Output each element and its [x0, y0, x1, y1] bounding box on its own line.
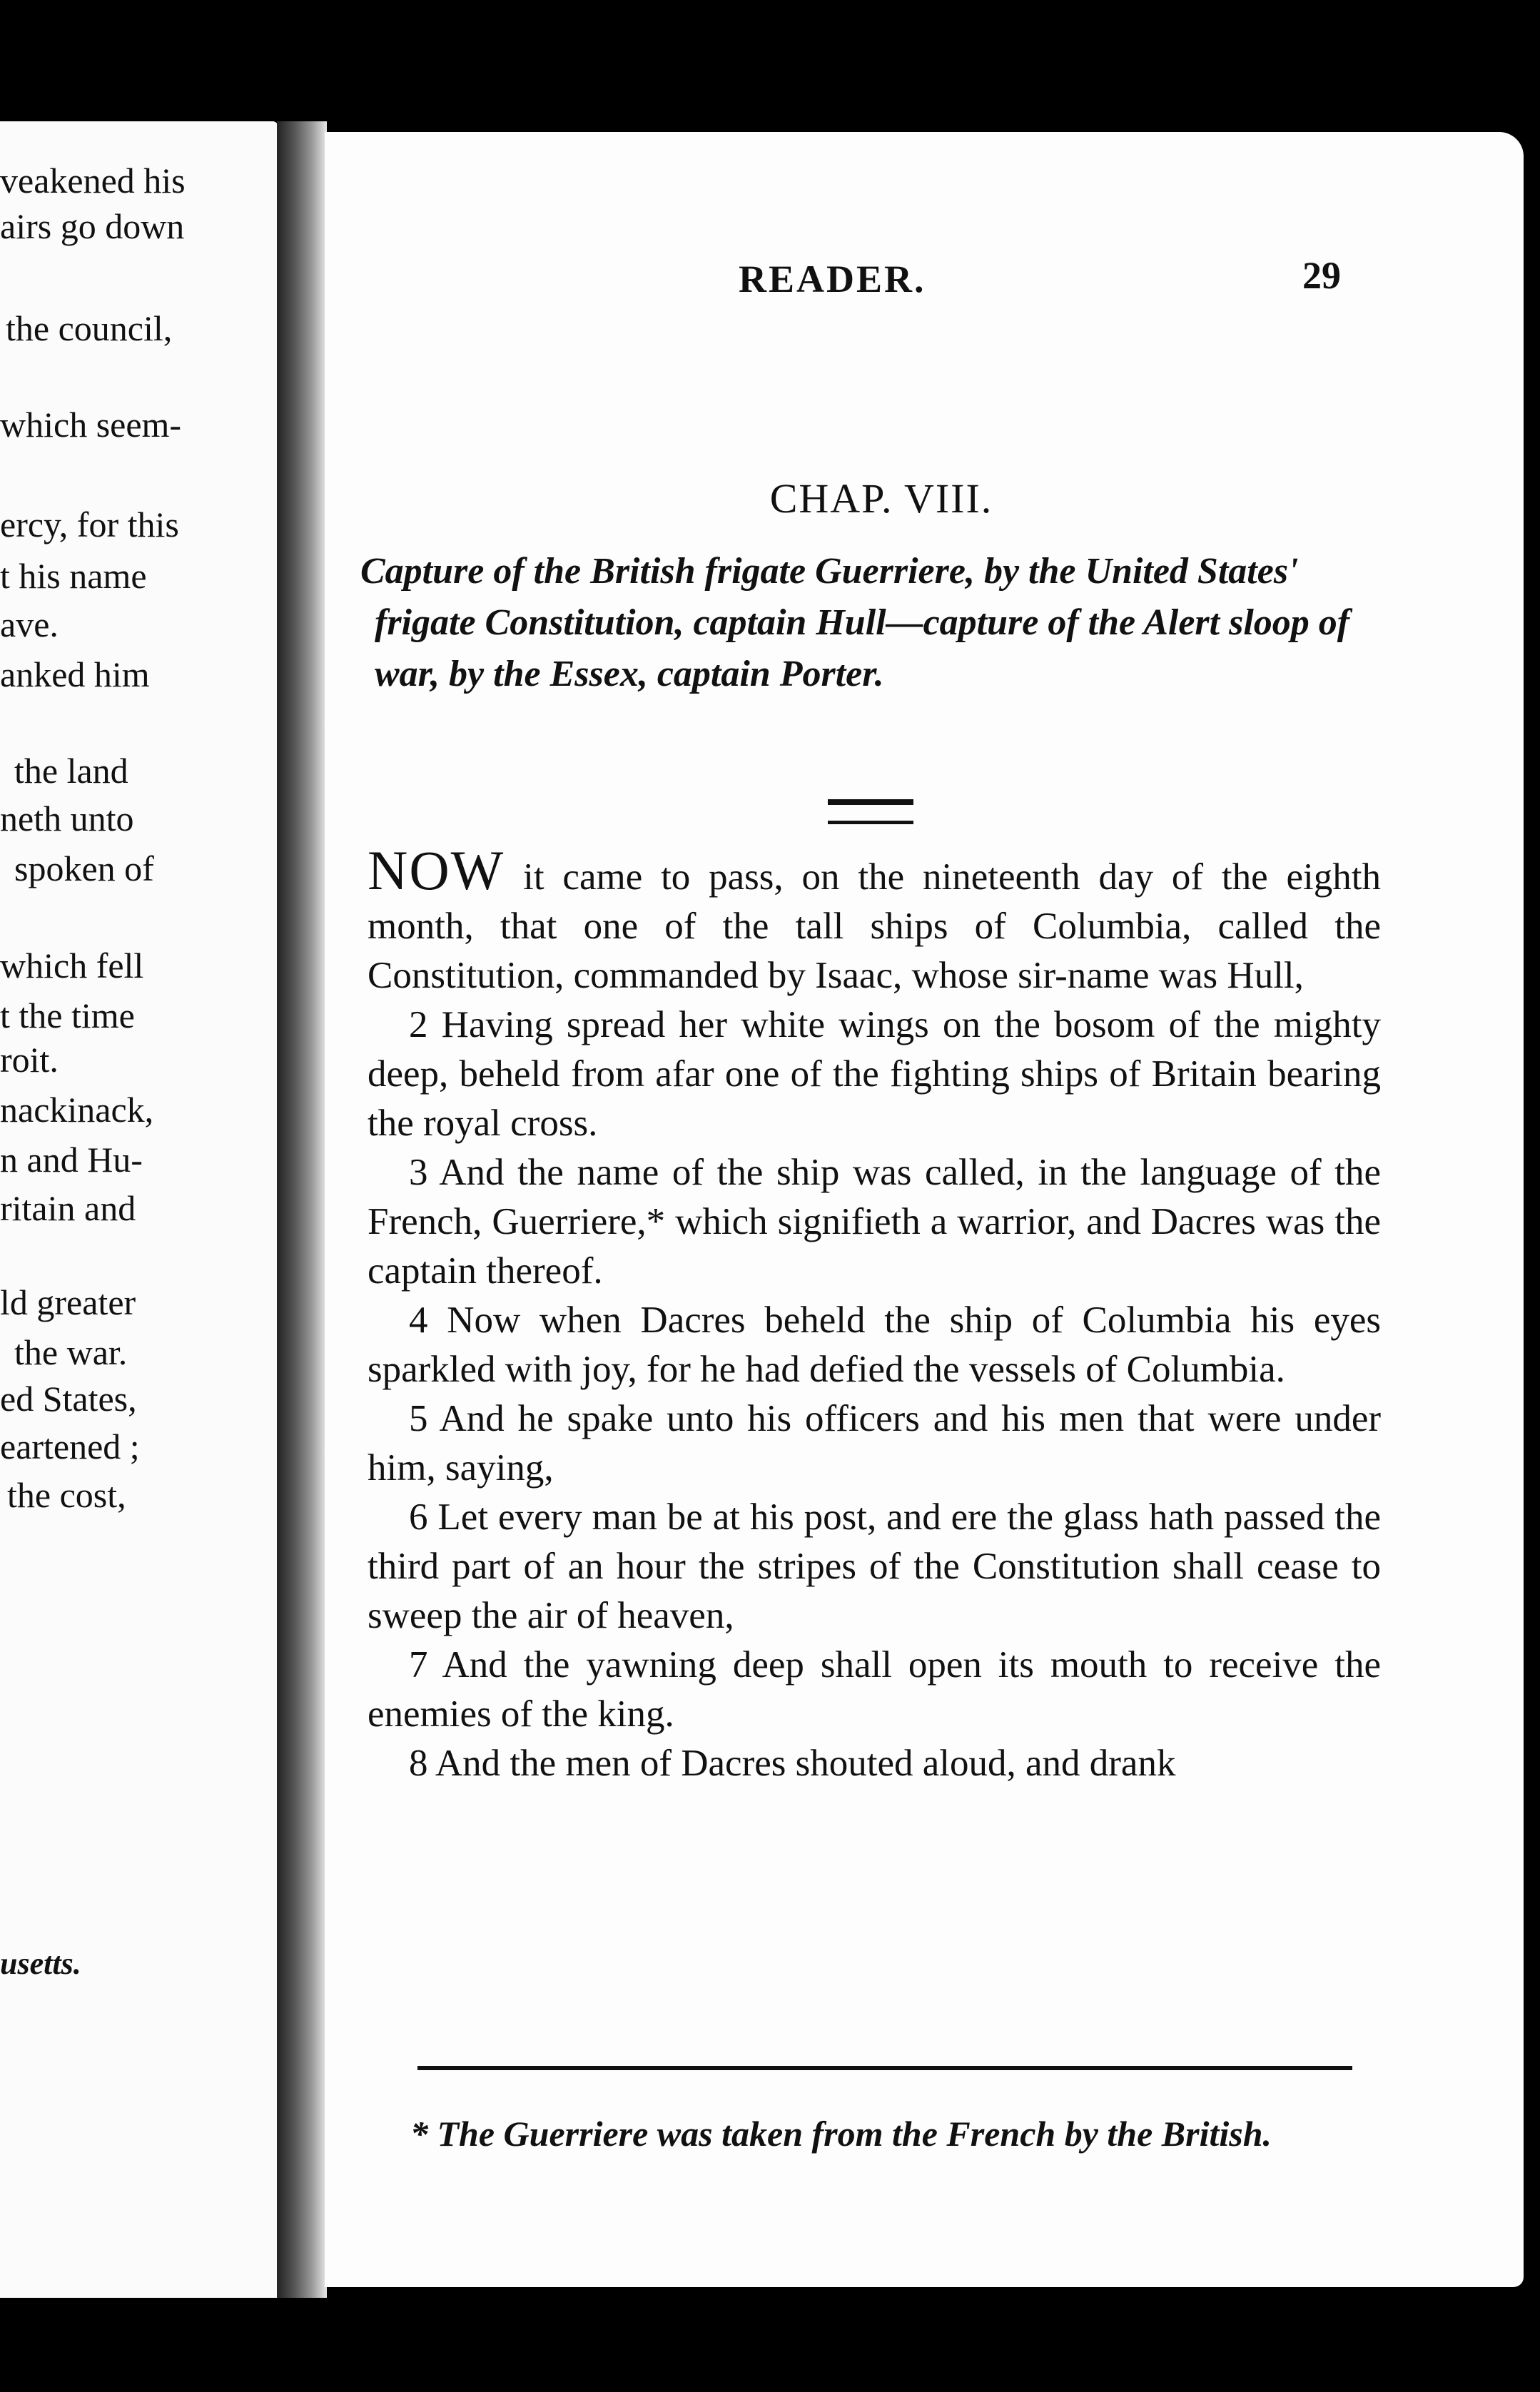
verse: 6 Let every man be at his post, and ere the glass hath passed the third part of an hour the stripes of the Constitution shall cease to sweep the air of heaven,	[368, 1496, 1381, 1636]
verse: 4 Now when Dacres beheld the ship of Columbia his eyes sparkled with joy, for he had defied the vessels of Columbia.	[368, 1299, 1381, 1390]
footnote: * The Guerriere was taken from the French by the British.	[410, 2114, 1272, 2154]
left-line: which seem-	[0, 405, 182, 445]
book-gutter	[277, 121, 327, 2298]
left-line: airs go down	[0, 206, 185, 246]
left-line: nackinack,	[0, 1090, 154, 1130]
chapter-summary: Capture of the British frigate Guerriere, by the United States' frigate Constitution, captain Hull—capture of the Alert sloop of war, by the Essex, captain Porter.	[360, 551, 1350, 694]
left-line: ld greater	[0, 1282, 136, 1322]
left-line: ave.	[0, 604, 59, 644]
verse: 3 And the name of the ship was called, in the language of the French, Guerriere,* which signifieth a warrior, and Dacres was the captain thereof.	[368, 1152, 1381, 1292]
chapter-title: CHAP. VIII.	[769, 475, 993, 522]
left-line: the war.	[14, 1332, 128, 1372]
left-line: ed States,	[0, 1379, 137, 1419]
chapter-body	[368, 839, 1381, 1788]
left-line: usetts.	[0, 1946, 81, 1981]
left-line: ercy, for this	[0, 505, 179, 544]
left-line: the land	[14, 751, 128, 791]
left-page-fragment	[0, 121, 278, 2298]
left-line: anked him	[0, 654, 150, 694]
drop-cap: NOW	[368, 839, 505, 901]
verse: 7 And the yawning deep shall open its mouth to receive the enemies of the king.	[368, 1644, 1381, 1735]
left-line: the council,	[6, 308, 173, 348]
verse: 8 And the men of Dacres shouted aloud, and drank	[409, 1743, 1176, 1784]
left-line: spoken of	[14, 848, 154, 888]
verse: 2 Having spread her white wings on the bosom of the mighty deep, beheld from afar one of the fighting ships of Britain bearing the royal cross.	[368, 1004, 1381, 1144]
left-line: t the time	[0, 995, 135, 1035]
left-line: ritain and	[0, 1188, 136, 1228]
opening-paragraph	[368, 839, 1381, 1000]
left-line: t his name	[0, 556, 147, 596]
footnote-rule	[417, 2066, 1352, 2070]
left-line: which fell	[0, 946, 144, 985]
ornamental-rule	[828, 799, 913, 824]
right-page	[325, 132, 1524, 2287]
left-line: n and Hu-	[0, 1140, 143, 1180]
left-line: the cost,	[7, 1475, 126, 1515]
left-line: eartened ;	[0, 1426, 140, 1466]
left-line: roit.	[0, 1040, 59, 1080]
running-head: READER.	[739, 258, 926, 300]
opening-text: it came to pass, on the nineteenth day of the eighth month, that one of the tall ships of Columbia, called the Constitution, commanded by Isaac, whose sir-name was Hull,	[368, 856, 1381, 996]
verse: 5 And he spake unto his officers and his men that were under him, saying,	[368, 1398, 1381, 1489]
left-line: neth unto	[0, 799, 134, 838]
left-line: veakened his	[0, 161, 186, 201]
page-number: 29	[1302, 254, 1341, 297]
